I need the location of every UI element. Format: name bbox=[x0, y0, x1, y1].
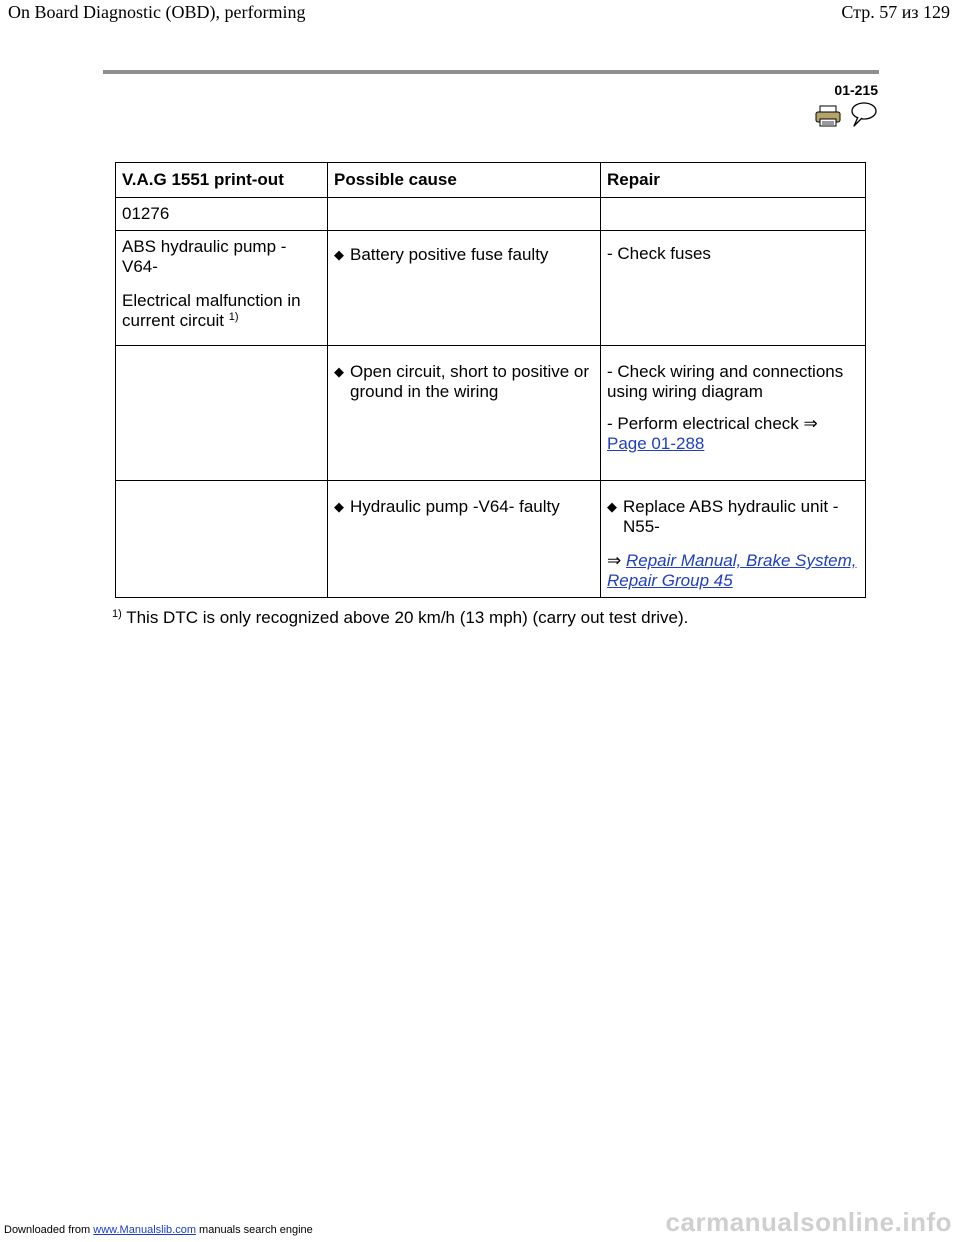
arrow-icon: ⇒ bbox=[607, 551, 622, 570]
speech-bubble-icon[interactable] bbox=[848, 100, 878, 128]
repair-cell bbox=[601, 346, 866, 481]
arrow-icon: ⇒ bbox=[803, 414, 818, 433]
footnote-mark: 1) bbox=[112, 608, 122, 620]
cause-cell bbox=[328, 481, 601, 598]
footnote bbox=[112, 608, 688, 628]
fault-code-cell: 01276 bbox=[116, 198, 328, 231]
page-link[interactable]: Page 01-288 bbox=[607, 434, 705, 453]
printer-icon[interactable] bbox=[815, 105, 841, 127]
diamond-bullet-icon: ◆ bbox=[334, 247, 344, 262]
diamond-bullet-icon: ◆ bbox=[334, 499, 344, 514]
cause-text: Open circuit, short to positive or ground in the wiring bbox=[350, 362, 590, 401]
repair-manual-link[interactable]: Repair Manual, Brake System, Repair Group 45 bbox=[607, 551, 857, 590]
empty-cell bbox=[601, 198, 866, 231]
header-rule bbox=[103, 70, 879, 74]
table-row bbox=[116, 346, 866, 481]
document-title: On Board Diagnostic (OBD), performing bbox=[8, 2, 306, 22]
page-number: 01-215 bbox=[834, 82, 878, 98]
footnote-text: This DTC is only recognized above 20 km/h (13 mph) (carry out test drive). bbox=[126, 608, 689, 627]
diamond-bullet-icon: ◆ bbox=[334, 364, 344, 379]
repair-text: - Perform electrical check ⇒ Page 01-288 bbox=[607, 414, 818, 453]
download-notice: Downloaded from www.Manualslib.com manuals search engine bbox=[4, 1224, 313, 1236]
diamond-bullet-icon: ◆ bbox=[607, 499, 617, 514]
column-header-printout: V.A.G 1551 print-out bbox=[116, 163, 328, 198]
cause-text: Battery positive fuse faulty bbox=[350, 245, 549, 264]
watermark: carmanualsonline.info bbox=[665, 1207, 952, 1237]
cause-text: Hydraulic pump -V64- faulty bbox=[350, 497, 560, 516]
repair-cell bbox=[601, 481, 866, 598]
page-counter: Стр. 57 из 129 bbox=[841, 2, 950, 22]
table-row bbox=[116, 198, 866, 231]
cause-cell bbox=[328, 231, 601, 346]
cause-cell bbox=[328, 346, 601, 481]
repair-text: - Check wiring and connections using wiring diagram bbox=[607, 362, 844, 401]
printout-component: ABS hydraulic pump -V64- bbox=[122, 237, 287, 276]
empty-cell bbox=[328, 198, 601, 231]
footnote-ref: 1) bbox=[228, 311, 239, 323]
printout-fault: Electrical malfunction in current circuit $^{1)}$ bbox=[122, 291, 301, 330]
table-row bbox=[116, 231, 866, 346]
repair-cell bbox=[601, 231, 866, 346]
printout-cell bbox=[116, 231, 328, 346]
repair-text: Replace ABS hydraulic unit -N55- bbox=[623, 497, 839, 536]
empty-cell bbox=[116, 346, 328, 481]
dtc-table bbox=[115, 162, 866, 598]
column-header-repair: Repair bbox=[601, 163, 866, 198]
table-header-row bbox=[116, 163, 866, 198]
table-row bbox=[116, 481, 866, 598]
repair-text: - Check fuses bbox=[607, 244, 711, 263]
column-header-cause: Possible cause bbox=[328, 163, 601, 198]
manualslib-link[interactable]: www.Manualslib.com bbox=[93, 1224, 196, 1236]
empty-cell bbox=[116, 481, 328, 598]
